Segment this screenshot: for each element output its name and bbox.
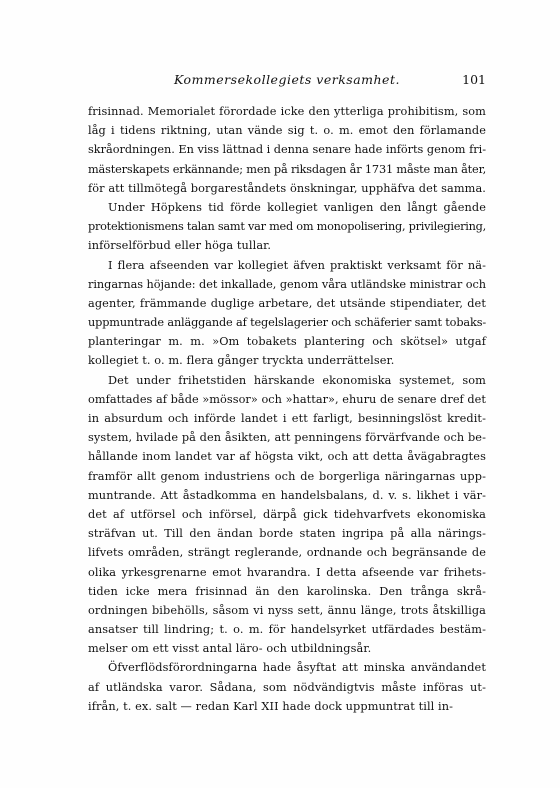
- text-line: ifrån, t. ex. salt — redan Karl XII hade dock uppmuntrat till in-: [88, 699, 454, 713]
- text-line: kollegiet t. o. m. flera gånger tryckta underrättelser.: [88, 354, 395, 368]
- text-line: omfattades af både »mössor» och »hattar», ehuru de senare dref det: [88, 392, 486, 406]
- text-line: ringarnas höjande: det inkallade, genom våra utländske ministrar och: [88, 277, 486, 291]
- text-line: för att tillmötegå borgareståndets önskningar, upphäfva det samma.: [88, 181, 486, 195]
- text-line: hållande inom landet var af högsta vikt, och att detta åvägabragtes: [88, 450, 486, 464]
- text-line: planteringar m. m. »Om tobakets plantering och skötsel» utgaf: [88, 335, 486, 349]
- text-line: ansatser till lindring; t. o. m. för handelsyrket utfärdades bestäm-: [88, 623, 486, 637]
- text-line: agenter, främmande duglige arbetare, det utsände stipendiater, det: [88, 296, 486, 310]
- text-line: sträfvan ut. Till den ändan borde staten ingripa på alla närings-: [88, 527, 486, 541]
- text-line: af utländska varor. Sådana, som nödvändigtvis måste införas ut-: [88, 680, 486, 694]
- text-line: skråordningen. En viss lättnad i denna senare hade införts genom fri-: [88, 143, 486, 157]
- text-line: muntrande. Att åstadkomma en handelsbalans, d. v. s. likhet i vär-: [88, 488, 486, 502]
- text-line: tiden icke mera frisinnad än den karolinska. Den trånga skrå-: [88, 584, 486, 598]
- text-line: frisinnad. Memorialet förordade icke den ytterliga prohibitism, som: [88, 105, 486, 118]
- text-line: Öfverflödsförordningarna hade åsyftat att minska användandet: [108, 661, 486, 675]
- text-line: det af utförsel och införsel, därpå gick tidehvarfvets ekonomiska: [88, 507, 486, 521]
- body-text: [88, 102, 486, 716]
- text-line: införselförbud eller höga tullar.: [88, 239, 272, 253]
- text-line: I flera afseenden var kollegiet äfven praktiskt verksamt för nä-: [108, 258, 486, 272]
- text-line: olika yrkesgrenarne emot hvarandra. I detta afseende var frihets-: [88, 565, 486, 579]
- text-line: in absurdum och införde landet i ett farligt, besinningslöst kredit-: [88, 412, 486, 425]
- running-head: [88, 72, 486, 90]
- running-title: Kommersekollegiets verksamhet.: [174, 72, 400, 87]
- page-number: 101: [462, 72, 486, 87]
- text-line: låg i tidens riktning, utan vände sig t. o. m. emot den förlamande: [88, 124, 486, 138]
- text-line: system, hvilade på den åsikten, att penningens förvärfvande och be-: [88, 431, 486, 445]
- text-line: Under Höpkens tid förde kollegiet vanligen den långt gående: [108, 200, 486, 214]
- text-line: melser om ett visst antal läro- och utbildningsår.: [88, 642, 372, 656]
- text-line: ordningen bibehölls, såsom vi nyss sett, ännu länge, trots åtskilliga: [88, 603, 486, 617]
- text-line: lifvets områden, strängt reglerande, ordnande och begränsande de: [88, 546, 486, 560]
- text-line: framför allt genom industriens och de borgerliga näringarnas upp-: [88, 469, 486, 483]
- text-line: uppmuntrade anläggande af tegelslagerier och schäferier samt tobaks-: [88, 316, 486, 330]
- text-line: mästerskapets erkännande; men på riksdagen år 1731 måste man åter,: [88, 162, 486, 176]
- text-line: Det under frihetstiden härskande ekonomiska systemet, som: [108, 373, 486, 387]
- text-line: protektionismens talan samt var med om monopolisering, privilegiering,: [88, 220, 486, 234]
